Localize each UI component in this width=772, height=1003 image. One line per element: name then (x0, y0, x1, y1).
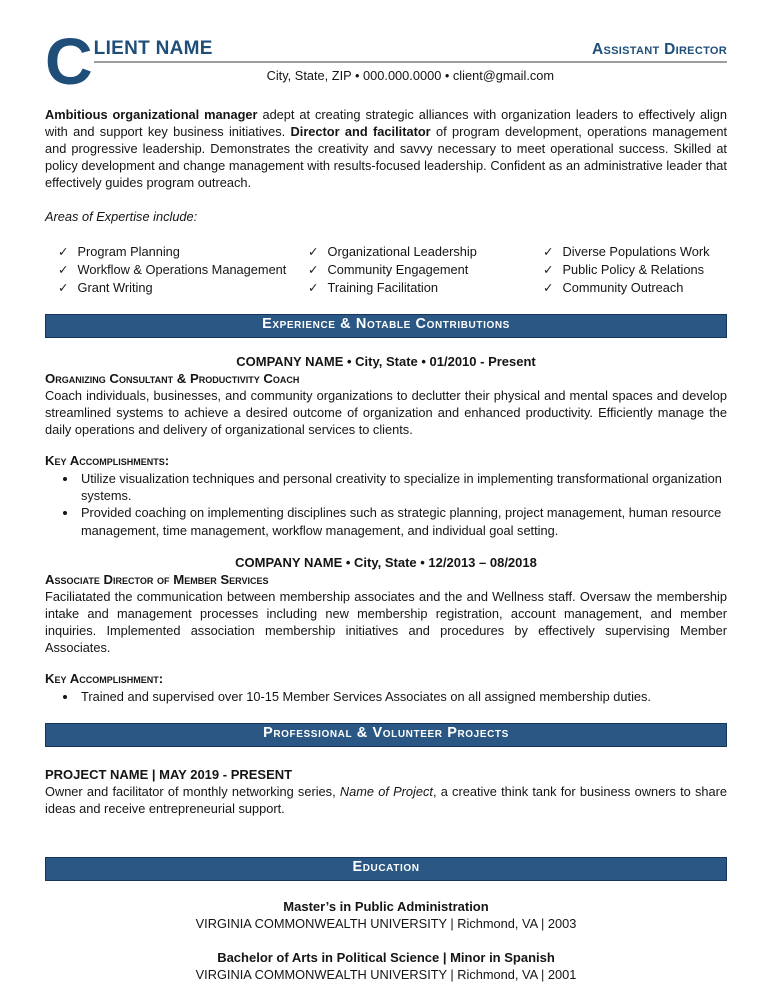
expertise-label: Grant Writing (77, 280, 153, 295)
header-right (94, 26, 727, 84)
check-icon: ✓ (308, 281, 319, 295)
expertise-item (58, 279, 308, 297)
expertise-label: Organizational Leadership (327, 244, 477, 259)
company-header: COMPANY NAME • City, State • 01/2010 - Present (236, 354, 536, 369)
check-icon: ✓ (308, 263, 319, 277)
accomplishment-item: • Trained and supervised over 10-15 Member Services Associates on all assigned membership duties. (78, 688, 727, 705)
degree-title: Bachelor of Arts in Political Science | Minor in Spanish (217, 950, 555, 966)
contact-line: City, State, ZIP • 000.000.0000 • client@gmail.com (266, 68, 555, 83)
accomplishments-list (45, 470, 727, 539)
experience-entry-2 (45, 554, 727, 705)
project-title: PROJECT NAME | MAY 2019 - PRESENT (45, 767, 293, 783)
header-divider (94, 61, 727, 63)
company-header: COMPANY NAME • City, State • 12/2013 – 08/2018 (235, 554, 537, 570)
project-desc-1: Owner and facilitator of monthly networking series, (45, 784, 340, 800)
accomplishment-item: • Utilize visualization techniques and personal creativity to specialize in implementing transformational organization systems. (78, 470, 727, 504)
check-icon: ✓ (543, 245, 554, 259)
expertise-item (308, 279, 543, 297)
summary-text-2: of program development, operations management and progressive leadership. Demonstrates the creativity and savvy necessary to meet operational success. Skilled at policy development and change management with results-focused leadership. Confident as an administrative leader that effectively guides program outreach. (45, 124, 728, 190)
client-name: LIENT NAME (93, 38, 213, 59)
summary-paragraph (45, 106, 727, 191)
check-icon: ✓ (308, 245, 319, 259)
expertise-list (45, 243, 727, 297)
role-title: Organizing Consultant & Productivity Coach (45, 371, 300, 386)
check-icon: ✓ (543, 281, 554, 295)
check-icon: ✓ (58, 245, 69, 259)
role-description: Faciliatated the communication between membership associates and the and Wellness staff. Oversaw the membership intake and management processes including new membership registration, account management, and member inquiries. Implemented association membership initiatives and procedures by effectively supervising Member Associates. (45, 588, 727, 655)
expertise-item (308, 243, 543, 261)
experience-entry-1 (45, 353, 727, 539)
summary-text-1: adept at creating strategic alliances with organization leaders to effectively align with and support key business initiatives. (45, 107, 727, 139)
school-line: VIRGINIA COMMONWEALTH UNIVERSITY | Richmond, VA | 2001 (195, 967, 577, 983)
project-description (45, 783, 727, 817)
expertise-label: Diverse Populations Work (562, 244, 710, 259)
header (45, 24, 727, 98)
expertise-column-2 (308, 243, 543, 297)
accomplishment-item: • Provided coaching on implementing disciplines such as strategic planning, project management, human resource management, time management, workflow management, and individual goal setting. (78, 504, 727, 538)
header-row (94, 40, 727, 58)
check-icon: ✓ (543, 263, 554, 277)
degree-title: Master’s in Public Administration (283, 899, 489, 915)
section-banner-experience: Experience & Notable Contributions (45, 314, 727, 338)
summary-lead-bold: Ambitious organizational manager (45, 107, 258, 122)
project-name-italic: Name of Project (339, 784, 433, 800)
check-icon: ✓ (58, 263, 69, 277)
expertise-label: Workflow & Operations Management (77, 262, 287, 277)
expertise-item (308, 261, 543, 279)
expertise-item (543, 261, 727, 279)
expertise-label: Community Outreach (562, 280, 684, 295)
summary-mid-bold: Director and facilitator (290, 124, 431, 139)
expertise-item (58, 243, 308, 261)
key-accomplishments-label: Key Accomplishments: (45, 453, 170, 468)
education-entry-1 (45, 898, 727, 932)
job-title: Assistant Director (592, 41, 727, 58)
project-entry (45, 766, 727, 817)
expertise-label: Training Facilitation (327, 280, 438, 295)
school-line: VIRGINIA COMMONWEALTH UNIVERSITY | Richmond, VA | 2003 (195, 916, 577, 932)
project-desc-2: , a creative think tank for business owners to share ideas and receive entrepreneurial support. (45, 784, 727, 817)
expertise-intro: Areas of Expertise include: (45, 209, 198, 224)
expertise-column-1 (58, 243, 308, 297)
name-drop-cap: C (45, 24, 91, 98)
section-banner-education: Education (45, 857, 727, 881)
expertise-label: Public Policy & Relations (562, 262, 705, 277)
role-description: Coach individuals, businesses, and community organizations to declutter their physical and mental spaces and develop streamlined systems to achieve a desired outcome of organization and enhanced productivity. Efficiently manage the daily operations and delivery of organizational services to clients. (45, 388, 727, 437)
check-icon: ✓ (58, 281, 69, 295)
education-entry-2 (45, 949, 727, 983)
expertise-label: Community Engagement (327, 262, 469, 277)
section-banner-projects: Professional & Volunteer Projects (45, 723, 727, 747)
accomplishments-list (45, 688, 727, 705)
role-title: Associate Director of Member Services (45, 571, 269, 587)
expertise-label: Program Planning (77, 244, 180, 259)
expertise-item (543, 279, 727, 297)
expertise-item (543, 243, 727, 261)
key-accomplishments-label: Key Accomplishment: (45, 670, 164, 686)
expertise-item (58, 261, 308, 279)
expertise-column-3 (543, 243, 727, 297)
